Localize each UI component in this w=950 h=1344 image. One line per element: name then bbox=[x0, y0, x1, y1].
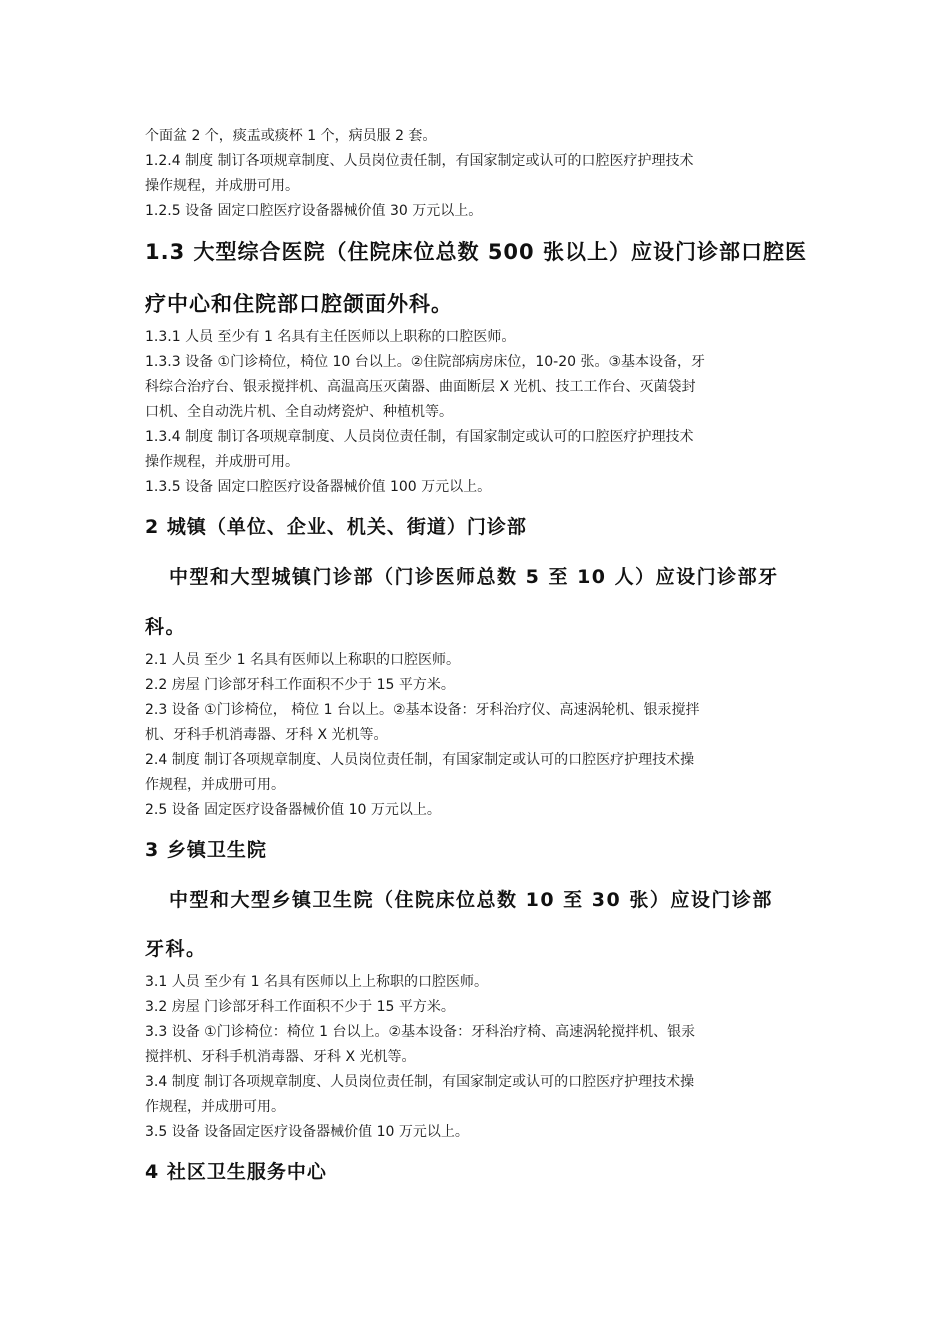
body-text: 口机、全自动洗片机、全自动烤瓷炉、种植机等。 bbox=[145, 404, 453, 420]
section-heading-1-3: 1.3 大型综合医院（住院床位总数 500 张以上）应设门诊部口腔医 bbox=[145, 240, 807, 264]
body-text: 作规程，并成册可用。 bbox=[145, 777, 285, 793]
body-text: 3.4 制度 制订各项规章制度、人员岗位责任制，有国家制定或认可的口腔医疗护理技术操 bbox=[145, 1074, 695, 1090]
subsection-heading-3-cont: 牙科。 bbox=[145, 938, 207, 960]
body-text: 2.2 房屋 门诊部牙科工作面积不少于 15 平方米。 bbox=[145, 677, 455, 693]
body-text: 1.3.4 制度 制订各项规章制度、人员岗位责任制，有国家制定或认可的口腔医疗护理技术 bbox=[145, 429, 694, 445]
subsection-heading-2: 中型和大型城镇门诊部（门诊医师总数 5 至 10 人）应设门诊部牙 bbox=[169, 566, 779, 588]
body-text: 2.4 制度 制订各项规章制度、人员岗位责任制，有国家制定或认可的口腔医疗护理技术操 bbox=[145, 752, 695, 768]
section-heading-4: 4 社区卫生服务中心 bbox=[145, 1161, 327, 1183]
body-text: 1.3.3 设备 ①门诊椅位，椅位 10 台以上。②住院部病房床位，10-20 张。③基本设备，牙 bbox=[145, 354, 706, 370]
body-text: 3.1 人员 至少有 1 名具有医师以上上称职的口腔医师。 bbox=[145, 974, 488, 990]
body-text: 2.1 人员 至少 1 名具有医师以上称职的口腔医师。 bbox=[145, 652, 460, 668]
body-text: 1.2.5 设备 固定口腔医疗设备器械价值 30 万元以上。 bbox=[145, 203, 483, 219]
body-text: 机、牙科手机消毒器、牙科 X 光机等。 bbox=[145, 727, 388, 743]
section-heading-2: 2 城镇（单位、企业、机关、街道）门诊部 bbox=[145, 516, 527, 538]
subsection-heading-3: 中型和大型乡镇卫生院（住院床位总数 10 至 30 张）应设门诊部 bbox=[169, 889, 773, 911]
body-text: 1.2.4 制度 制订各项规章制度、人员岗位责任制，有国家制定或认可的口腔医疗护理技术 bbox=[145, 153, 694, 169]
body-text: 3.5 设备 设备固定医疗设备器械价值 10 万元以上。 bbox=[145, 1124, 469, 1140]
body-text: 作规程，并成册可用。 bbox=[145, 1099, 285, 1115]
body-text: 操作规程，并成册可用。 bbox=[145, 454, 299, 470]
body-text: 搅拌机、牙科手机消毒器、牙科 X 光机等。 bbox=[145, 1049, 416, 1065]
body-text: 3.3 设备 ①门诊椅位：椅位 1 台以上。②基本设备：牙科治疗椅、高速涡轮搅拌机、银汞 bbox=[145, 1024, 696, 1040]
body-text: 1.3.5 设备 固定口腔医疗设备器械价值 100 万元以上。 bbox=[145, 479, 492, 495]
body-text: 2.3 设备 ①门诊椅位， 椅位 1 台以上。②基本设备：牙科治疗仪、高速涡轮机、银汞搅拌 bbox=[145, 702, 700, 718]
body-text: 2.5 设备 固定医疗设备器械价值 10 万元以上。 bbox=[145, 802, 441, 818]
body-text: 操作规程，并成册可用。 bbox=[145, 178, 299, 194]
body-text: 1.3.1 人员 至少有 1 名具有主任医师以上职称的口腔医师。 bbox=[145, 329, 516, 345]
body-text: 个面盆 2 个，痰盂或痰杯 1 个，病员服 2 套。 bbox=[145, 128, 437, 144]
body-text: 科综合治疗台、银汞搅拌机、高温高压灭菌器、曲面断层 X 光机、技工工作台、灭菌袋封 bbox=[145, 379, 696, 395]
subsection-heading-2-cont: 科。 bbox=[145, 616, 187, 638]
section-heading-3: 3 乡镇卫生院 bbox=[145, 839, 267, 861]
section-heading-1-3-cont: 疗中心和住院部口腔颌面外科。 bbox=[145, 292, 453, 316]
body-text: 3.2 房屋 门诊部牙科工作面积不少于 15 平方米。 bbox=[145, 999, 455, 1015]
